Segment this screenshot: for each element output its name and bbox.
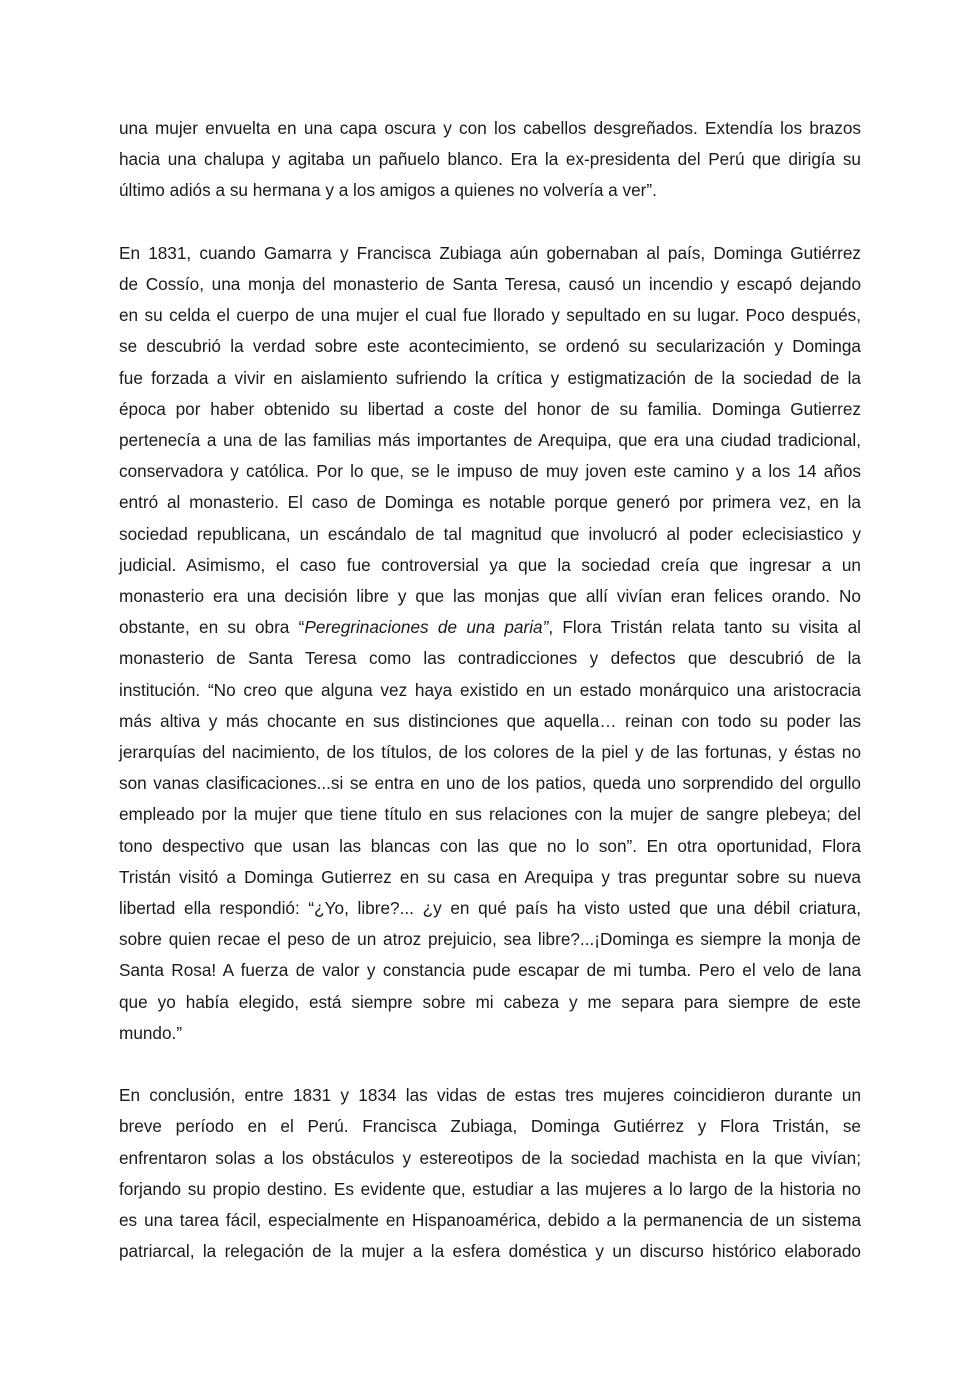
text-line: se descubrió la verdad sobre este acontecimiento, se ordenó su secularización y Dominga: [119, 336, 861, 357]
book-title: Peregrinaciones de una paria”: [304, 617, 549, 638]
text-line: en su celda el cuerpo de una mujer el cual fue llorado y sepultado en su lugar. Poco después,: [119, 305, 861, 326]
text-line: tono despectivo que usan las blancas con las que no lo son”. En otra oportunidad, Flora: [119, 835, 861, 856]
text-line: institución. “No creo que alguna vez haya existido en un estado monárquico una aristocracia: [119, 679, 861, 700]
text-line: empleado por la mujer que tiene título en sus relaciones con la mujer de sangre plebeya; del: [119, 804, 861, 825]
text-line: En conclusión, entre 1831 y 1834 las vidas de estas tres mujeres coincidieron durante un: [119, 1085, 861, 1106]
paragraph-1: [119, 113, 861, 207]
text-line: monasterio de Santa Teresa como las contradicciones y defectos que descubrió de la: [119, 648, 861, 669]
text-line: último adiós a su hermana y a los amigos a quienes no volvería a ver”.: [119, 180, 657, 201]
text-line: fue forzada a vivir en aislamiento sufriendo la crítica y estigmatización de la sociedad de la: [119, 367, 861, 388]
text-line: Santa Rosa! A fuerza de valor y constancia pude escapar de mi tumba. Pero el velo de lana: [119, 960, 861, 981]
text-line: forjando su propio destino. Es evidente que, estudiar a las mujeres a lo largo de la historia no: [119, 1178, 861, 1199]
text-line: libertad ella respondió: “¿Yo, libre?... ¿y en qué país ha visto usted que una débil criatura,: [119, 898, 861, 919]
text-line: conservadora y católica. Por lo que, se le impuso de muy joven este camino y a los 14 años: [119, 461, 861, 482]
text-line: mundo.”: [119, 1022, 183, 1043]
text-line: enfrentaron solas a los obstáculos y estereotipos de la sociedad machista en la que vivían;: [119, 1147, 861, 1168]
text-line: entró al monasterio. El caso de Dominga es notable porque generó por primera vez, en la: [119, 492, 861, 513]
paragraph-2: [119, 238, 861, 1049]
text-line: judicial. Asimismo, el caso fue controversial ya que la sociedad creía que ingresar a un: [119, 554, 861, 575]
text-line-with-italic-title: [119, 612, 861, 643]
text-line: son vanas clasificaciones...si se entra en uno de los patios, queda uno sorprendido del orgullo: [119, 773, 861, 794]
text-line: que yo había elegido, está siempre sobre mi cabeza y me separa para siempre de este: [119, 991, 861, 1012]
text-line: hacia una chalupa y agitaba un pañuelo blanco. Era la ex-presidenta del Perú que dirigía su: [119, 149, 861, 170]
text-segment: obstante, en su obra “: [119, 617, 305, 638]
text-line: monasterio era una decisión libre y que las monjas que allí vivían eran felices orando. No: [119, 586, 861, 607]
text-line: sobre quien recae el peso de un atroz prejuicio, sea libre?...¡Dominga es siempre la monja de: [119, 929, 861, 950]
text-line: más altiva y más chocante en sus distinciones que aquella… reinan con todo su poder las: [119, 710, 861, 731]
text-line: Tristán visitó a Dominga Gutierrez en su casa en Arequipa y tras preguntar sobre su nueva: [119, 866, 861, 887]
paragraph-3: [119, 1080, 861, 1267]
text-line: patriarcal, la relegación de la mujer a la esfera doméstica y un discurso histórico elaborado: [119, 1241, 861, 1262]
text-line: jerarquías del nacimiento, de los títulos, de los colores de la piel y de las fortunas, y éstas no: [119, 742, 861, 763]
text-line: una mujer envuelta en una capa oscura y con los cabellos desgreñados. Extendía los brazos: [119, 118, 861, 138]
text-line: pertenecía a una de las familias más importantes de Arequipa, que era una ciudad tradicional,: [119, 430, 861, 451]
document-page: [119, 113, 861, 1267]
text-line: época por haber obtenido su libertad a coste del honor de su familia. Dominga Gutierrez: [119, 398, 861, 419]
text-line: breve período en el Perú. Francisca Zubiaga, Dominga Gutiérrez y Flora Tristán, se: [119, 1116, 861, 1137]
text-segment: , Flora Tristán relata tanto su visita al: [548, 617, 861, 638]
text-line: es una tarea fácil, especialmente en Hispanoamérica, debido a la permanencia de un sistema: [119, 1210, 861, 1231]
text-line: En 1831, cuando Gamarra y Francisca Zubiaga aún gobernaban al país, Dominga Gutiérrez: [119, 242, 861, 263]
text-line: sociedad republicana, un escándalo de tal magnitud que involucró al poder eclecisiastico y: [119, 523, 861, 544]
text-line: de Cossío, una monja del monasterio de Santa Teresa, causó un incendio y escapó dejando: [119, 274, 861, 294]
